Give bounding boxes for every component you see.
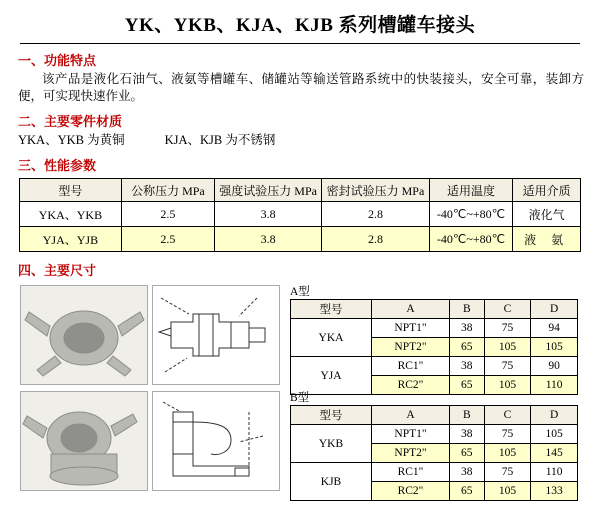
cell-c: 105 xyxy=(484,482,531,501)
cell-d: 105 xyxy=(531,338,578,357)
cell-d: 90 xyxy=(531,357,578,376)
col-header-model: 型号 xyxy=(291,406,372,425)
cell-c: 75 xyxy=(484,319,531,338)
section-heading-performance: 三、性能参数 xyxy=(18,158,97,173)
cell-d: 105 xyxy=(531,425,578,444)
cell-b: 38 xyxy=(450,319,485,338)
type-a-table xyxy=(290,299,578,395)
material-line-a: YKA、YKB 为黄铜 xyxy=(18,133,125,147)
cell-a: RC1" xyxy=(372,463,450,482)
cell-model: YKB xyxy=(291,425,372,463)
cell-strength: 3.8 xyxy=(214,202,321,227)
cell-a: NPT1" xyxy=(372,319,450,338)
col-header-a: A xyxy=(372,300,450,319)
features-paragraph: 该产品是液化石油气、液氨等槽罐车、储罐站等输送管路系统中的快装接头，安全可靠，装卸方便，可实现快速作业。 xyxy=(18,72,584,103)
col-header-model: 型号 xyxy=(20,179,122,202)
cell-strength: 3.8 xyxy=(214,227,321,252)
col-header-b: B xyxy=(450,406,485,425)
cell-d: 110 xyxy=(531,376,578,395)
cell-medium: 液 氨 xyxy=(513,227,581,252)
cell-model: YKA、YKB xyxy=(20,202,122,227)
cell-seal: 2.8 xyxy=(322,227,429,252)
col-header-b: B xyxy=(450,300,485,319)
cell-c: 105 xyxy=(484,338,531,357)
cell-a: RC1" xyxy=(372,357,450,376)
col-header-strength-pressure: 强度试验压力 MPa xyxy=(214,179,321,202)
cell-model: YKA xyxy=(291,319,372,357)
cell-c: 75 xyxy=(484,425,531,444)
cell-b: 65 xyxy=(450,444,485,463)
cell-b: 65 xyxy=(450,376,485,395)
section-heading-dimension: 四、主要尺寸 xyxy=(18,263,97,278)
col-header-d: D xyxy=(531,300,578,319)
product-photo-b xyxy=(20,391,148,491)
cell-a: NPT2" xyxy=(372,338,450,357)
cell-c: 105 xyxy=(484,444,531,463)
cell-b: 38 xyxy=(450,425,485,444)
cell-c: 75 xyxy=(484,357,531,376)
material-line-b: KJA、KJB 为不锈钢 xyxy=(164,133,276,147)
table-row xyxy=(291,357,578,376)
table-row xyxy=(291,319,578,338)
table-row xyxy=(291,425,578,444)
cell-temperature: -40℃~+80℃ xyxy=(429,227,513,252)
product-drawing-b xyxy=(152,391,280,491)
cell-d: 94 xyxy=(531,319,578,338)
cell-b: 65 xyxy=(450,482,485,501)
section-heading-material: 二、主要零件材质 xyxy=(18,114,123,129)
table-header-row xyxy=(20,179,581,202)
cell-b: 38 xyxy=(450,357,485,376)
type-b-label: B型 xyxy=(290,392,310,404)
cell-a: RC2" xyxy=(372,482,450,501)
cell-model: YJA xyxy=(291,357,372,395)
title-divider xyxy=(20,43,580,44)
cell-c: 105 xyxy=(484,376,531,395)
col-header-model: 型号 xyxy=(291,300,372,319)
product-drawing-a xyxy=(152,285,280,385)
product-photo-a xyxy=(20,285,148,385)
type-a-label: A型 xyxy=(290,286,310,298)
cell-b: 38 xyxy=(450,463,485,482)
col-header-c: C xyxy=(484,300,531,319)
material-lines xyxy=(18,132,584,149)
cell-nominal: 2.5 xyxy=(121,227,214,252)
page-title: YK、YKB、KJA、KJB 系列槽罐车接头 xyxy=(124,15,476,36)
cell-nominal: 2.5 xyxy=(121,202,214,227)
cell-a: NPT2" xyxy=(372,444,450,463)
col-header-a: A xyxy=(372,406,450,425)
table-header-row xyxy=(291,300,578,319)
cell-model: YJA、YJB xyxy=(20,227,122,252)
col-header-seal-pressure: 密封试验压力 MPa xyxy=(322,179,429,202)
cell-medium: 液化气 xyxy=(513,202,581,227)
col-header-d: D xyxy=(531,406,578,425)
cell-temperature: -40℃~+80℃ xyxy=(429,202,513,227)
section-heading-features: 一、功能特点 xyxy=(18,53,97,68)
cell-a: NPT1" xyxy=(372,425,450,444)
cell-d: 145 xyxy=(531,444,578,463)
table-row xyxy=(291,463,578,482)
cell-b: 65 xyxy=(450,338,485,357)
col-header-temperature: 适用温度 xyxy=(429,179,513,202)
type-b-table xyxy=(290,405,578,501)
cell-d: 133 xyxy=(531,482,578,501)
cell-a: RC2" xyxy=(372,376,450,395)
table-header-row xyxy=(291,406,578,425)
col-header-c: C xyxy=(484,406,531,425)
table-row xyxy=(20,202,581,227)
performance-table xyxy=(19,178,581,252)
cell-d: 110 xyxy=(531,463,578,482)
cell-model: KJB xyxy=(291,463,372,501)
col-header-medium: 适用介质 xyxy=(513,179,581,202)
cell-c: 75 xyxy=(484,463,531,482)
cell-seal: 2.8 xyxy=(322,202,429,227)
table-row xyxy=(20,227,581,252)
col-header-nominal-pressure: 公称压力 MPa xyxy=(121,179,214,202)
